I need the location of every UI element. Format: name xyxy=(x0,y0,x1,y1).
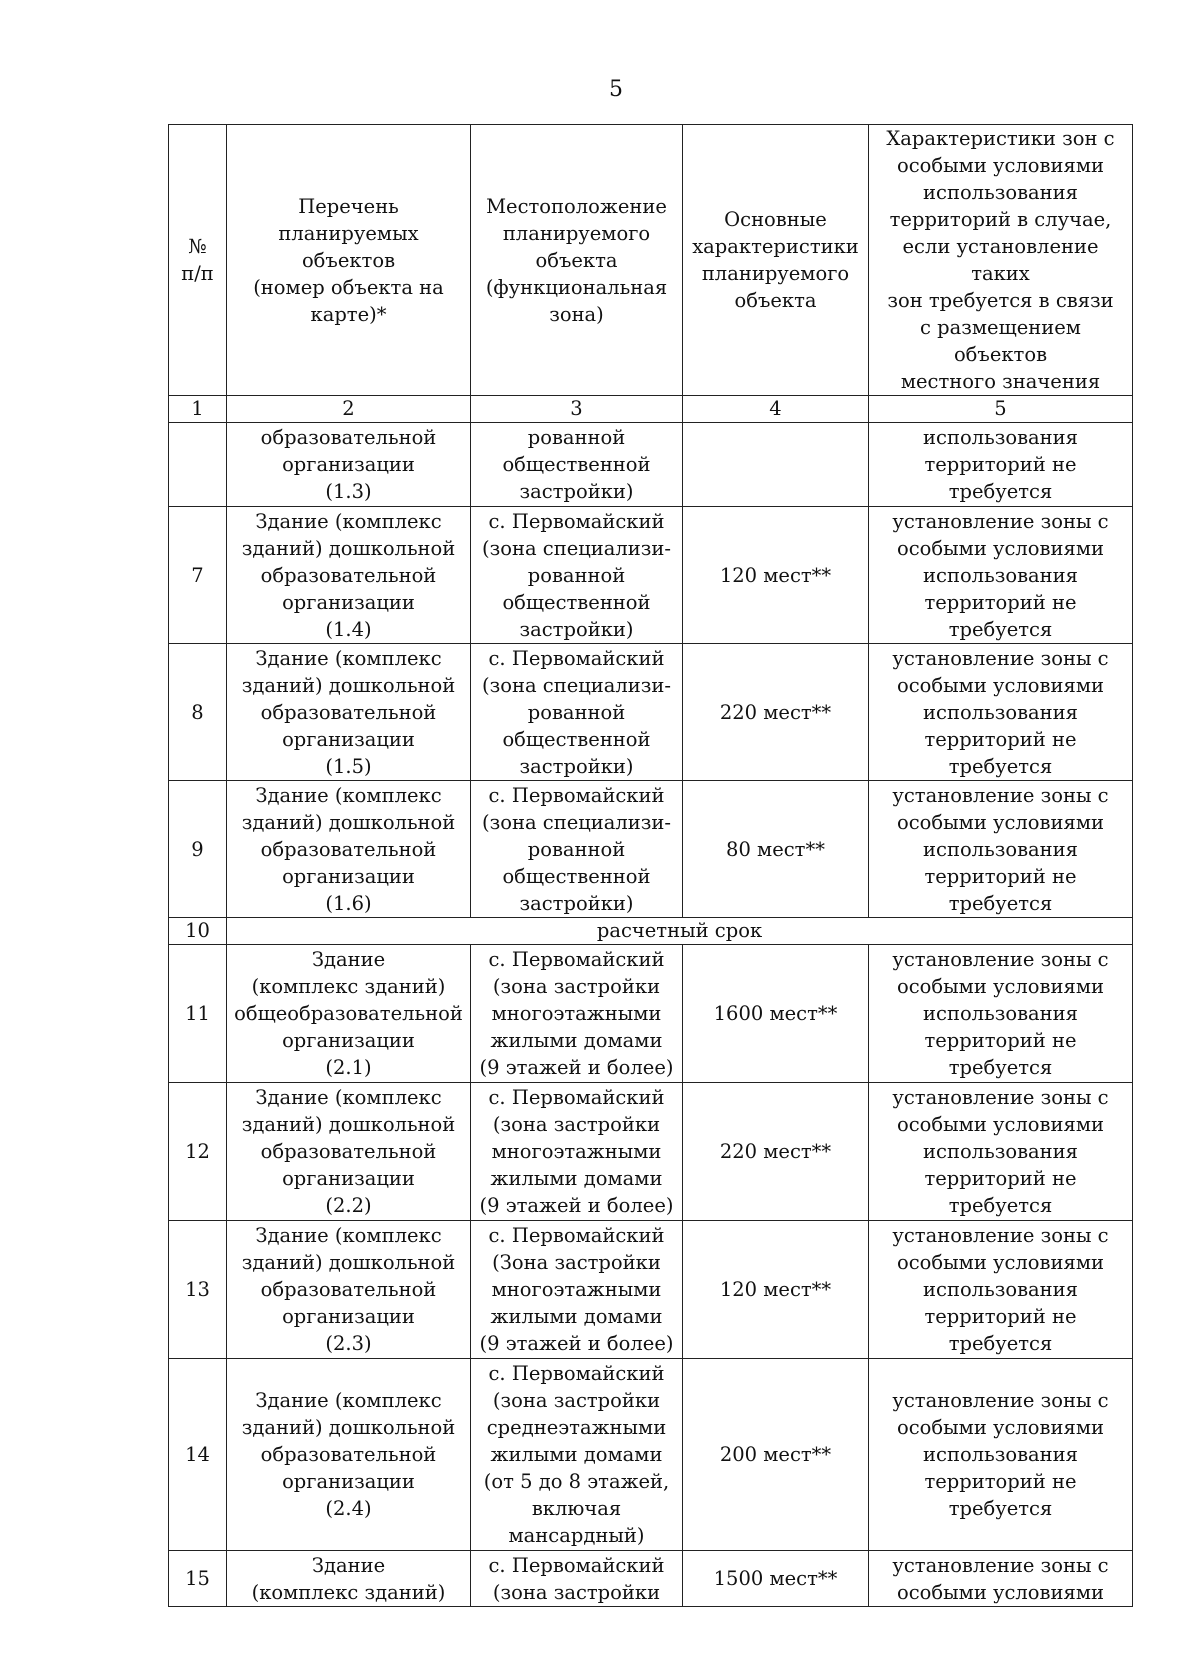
row-number: 13 xyxy=(169,1221,227,1359)
planned-objects-table xyxy=(168,124,1133,1607)
object-name: образовательной организации (1.3) xyxy=(227,423,471,507)
object-location: с. Первомайский (зона специализи- рованной общественной застройки) xyxy=(471,507,683,644)
table-row xyxy=(169,1221,1133,1359)
row-number: 12 xyxy=(169,1083,227,1221)
object-capacity: 1600 мест** xyxy=(683,945,869,1083)
row-number: 10 xyxy=(169,918,227,945)
row-number: 15 xyxy=(169,1551,227,1607)
object-capacity: 220 мест** xyxy=(683,1083,869,1221)
object-capacity: 200 мест** xyxy=(683,1359,869,1551)
object-capacity: 80 мест** xyxy=(683,781,869,918)
table-row xyxy=(169,644,1133,781)
column-number: 3 xyxy=(471,396,683,423)
zone-characteristics: установление зоны с особыми условиями xyxy=(869,1551,1133,1607)
object-name: Здание (комплекс зданий) дошкольной образовательной организации (1.5) xyxy=(227,644,471,781)
header-number: № п/п xyxy=(169,125,227,396)
object-capacity: 1500 мест** xyxy=(683,1551,869,1607)
row-number: 14 xyxy=(169,1359,227,1551)
object-location: с. Первомайский (зона застройки xyxy=(471,1551,683,1607)
column-number: 2 xyxy=(227,396,471,423)
page-number: 5 xyxy=(609,77,623,102)
object-name: Здание (комплекс зданий) дошкольной образовательной организации (1.6) xyxy=(227,781,471,918)
object-location: с. Первомайский (зона застройки многоэтажными жилыми домами (9 этажей и более) xyxy=(471,1083,683,1221)
object-capacity: 120 мест** xyxy=(683,507,869,644)
row-number: 7 xyxy=(169,507,227,644)
object-name: Здание (комплекс зданий) дошкольной образовательной организации (2.2) xyxy=(227,1083,471,1221)
row-number: 8 xyxy=(169,644,227,781)
object-name: Здание (комплекс зданий) дошкольной образовательной организации (2.3) xyxy=(227,1221,471,1359)
object-location: с. Первомайский (зона специализи- рованной общественной застройки) xyxy=(471,781,683,918)
table-row xyxy=(169,1083,1133,1221)
object-location: с. Первомайский (зона застройки многоэтажными жилыми домами (9 этажей и более) xyxy=(471,945,683,1083)
column-number: 4 xyxy=(683,396,869,423)
zone-characteristics: установление зоны с особыми условиями использования территорий не требуется xyxy=(869,1221,1133,1359)
object-capacity: 220 мест** xyxy=(683,644,869,781)
zone-characteristics: установление зоны с особыми условиями использования территорий не требуется xyxy=(869,1359,1133,1551)
table-row xyxy=(169,507,1133,644)
object-name: Здание (комплекс зданий) общеобразовательной организации (2.1) xyxy=(227,945,471,1083)
header-zone-characteristics: Характеристики зон с особыми условиями использования территорий в случае, если установление таких зон требуется в связи с размещением объектов местного значения xyxy=(869,125,1133,396)
table-row-continuation xyxy=(169,423,1133,507)
object-capacity: 120 мест** xyxy=(683,1221,869,1359)
row-number: 9 xyxy=(169,781,227,918)
object-location: с. Первомайский (зона застройки среднеэтажными жилыми домами (от 5 до 8 этажей, включая мансардный) xyxy=(471,1359,683,1551)
column-number: 1 xyxy=(169,396,227,423)
object-name: Здание (комплекс зданий) xyxy=(227,1551,471,1607)
object-location: с. Первомайский (зона специализи- рованной общественной застройки) xyxy=(471,644,683,781)
object-name: Здание (комплекс зданий) дошкольной образовательной организации (2.4) xyxy=(227,1359,471,1551)
term-section-row xyxy=(169,918,1133,945)
zone-characteristics: установление зоны с особыми условиями использования территорий не требуется xyxy=(869,507,1133,644)
column-number: 5 xyxy=(869,396,1133,423)
object-capacity xyxy=(683,423,869,507)
table-header-row xyxy=(169,125,1133,396)
object-location: с. Первомайский (Зона застройки многоэтажными жилыми домами (9 этажей и более) xyxy=(471,1221,683,1359)
table-row xyxy=(169,1359,1133,1551)
row-number: 11 xyxy=(169,945,227,1083)
header-objects-list: Перечень планируемых объектов (номер объекта на карте)* xyxy=(227,125,471,396)
zone-characteristics: установление зоны с особыми условиями использования территорий не требуется xyxy=(869,781,1133,918)
table-row xyxy=(169,1551,1133,1607)
zone-characteristics: установление зоны с особыми условиями использования территорий не требуется xyxy=(869,644,1133,781)
zone-characteristics: установление зоны с особыми условиями использования территорий не требуется xyxy=(869,945,1133,1083)
object-name: Здание (комплекс зданий) дошкольной образовательной организации (1.4) xyxy=(227,507,471,644)
object-location: рованной общественной застройки) xyxy=(471,423,683,507)
zone-characteristics: использования территорий не требуется xyxy=(869,423,1133,507)
column-number-row xyxy=(169,396,1133,423)
table-row xyxy=(169,945,1133,1083)
header-characteristics: Основные характеристики планируемого объекта xyxy=(683,125,869,396)
row-number xyxy=(169,423,227,507)
table-row xyxy=(169,781,1133,918)
term-label: расчетный срок xyxy=(227,918,1133,945)
header-location: Местоположение планируемого объекта (функциональная зона) xyxy=(471,125,683,396)
zone-characteristics: установление зоны с особыми условиями использования территорий не требуется xyxy=(869,1083,1133,1221)
